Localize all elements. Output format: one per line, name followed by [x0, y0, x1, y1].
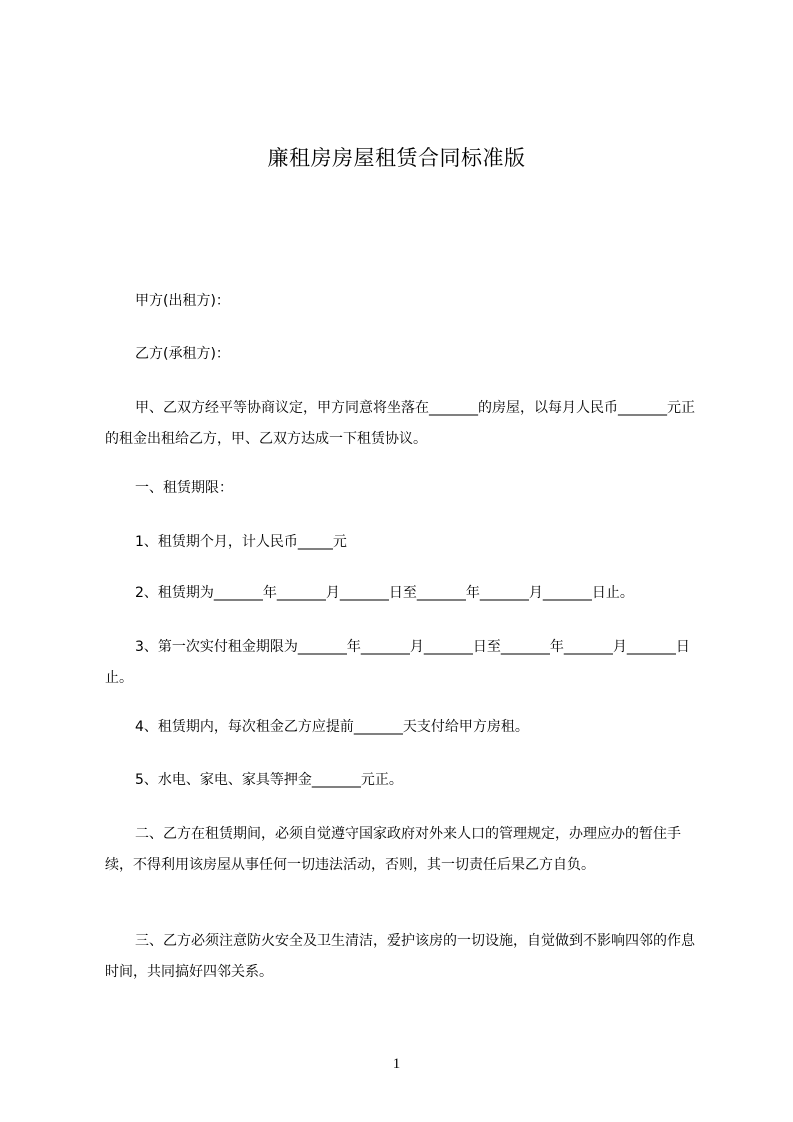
section-1-heading: 一、租赁期限： — [135, 480, 233, 496]
section-3-paragraph: 三、乙方必须注意防火安全及卫生清洁，爱护该房的一切设施，自觉做到不影响四邻的作息时间，共同搞好四邻关系。 — [105, 933, 695, 980]
term-item-5: 5、水电、家电、家具等押金_______元正。 — [135, 772, 403, 788]
party-a-line: 甲方(出租方)： — [135, 293, 230, 309]
term-item-2: 2、租赁期为_______年_______月_______日至_______年_______月_______日止。 — [135, 585, 634, 601]
section-2-paragraph: 二、乙方在租赁期间，必须自觉遵守国家政府对外来人口的管理规定，办理应办的暂住手续，不得利用该房屋从事任何一切违法活动，否则，其一切责任后果乙方自负。 — [105, 826, 681, 873]
term-item-1: 1、租赁期个月，计人民币_____元 — [135, 534, 347, 550]
document-title: 廉租房房屋租赁合同标准版 — [267, 146, 526, 170]
party-b-line: 乙方(承租方)： — [135, 346, 230, 362]
intro-paragraph: 甲、乙双方经平等协商议定，甲方同意将坐落在_______的房屋，以每月人民币_______元正的租金出租给乙方，甲、乙双方达成一下租赁协议。 — [105, 400, 695, 447]
page-number: 1 — [392, 1056, 401, 1072]
term-item-4: 4、租赁期内，每次租金乙方应提前_______天支付给甲方房租。 — [135, 719, 529, 735]
term-item-3: 3、第一次实付租金期限为_______年_______月_______日至_______年_______月_______日止。 — [105, 639, 690, 686]
